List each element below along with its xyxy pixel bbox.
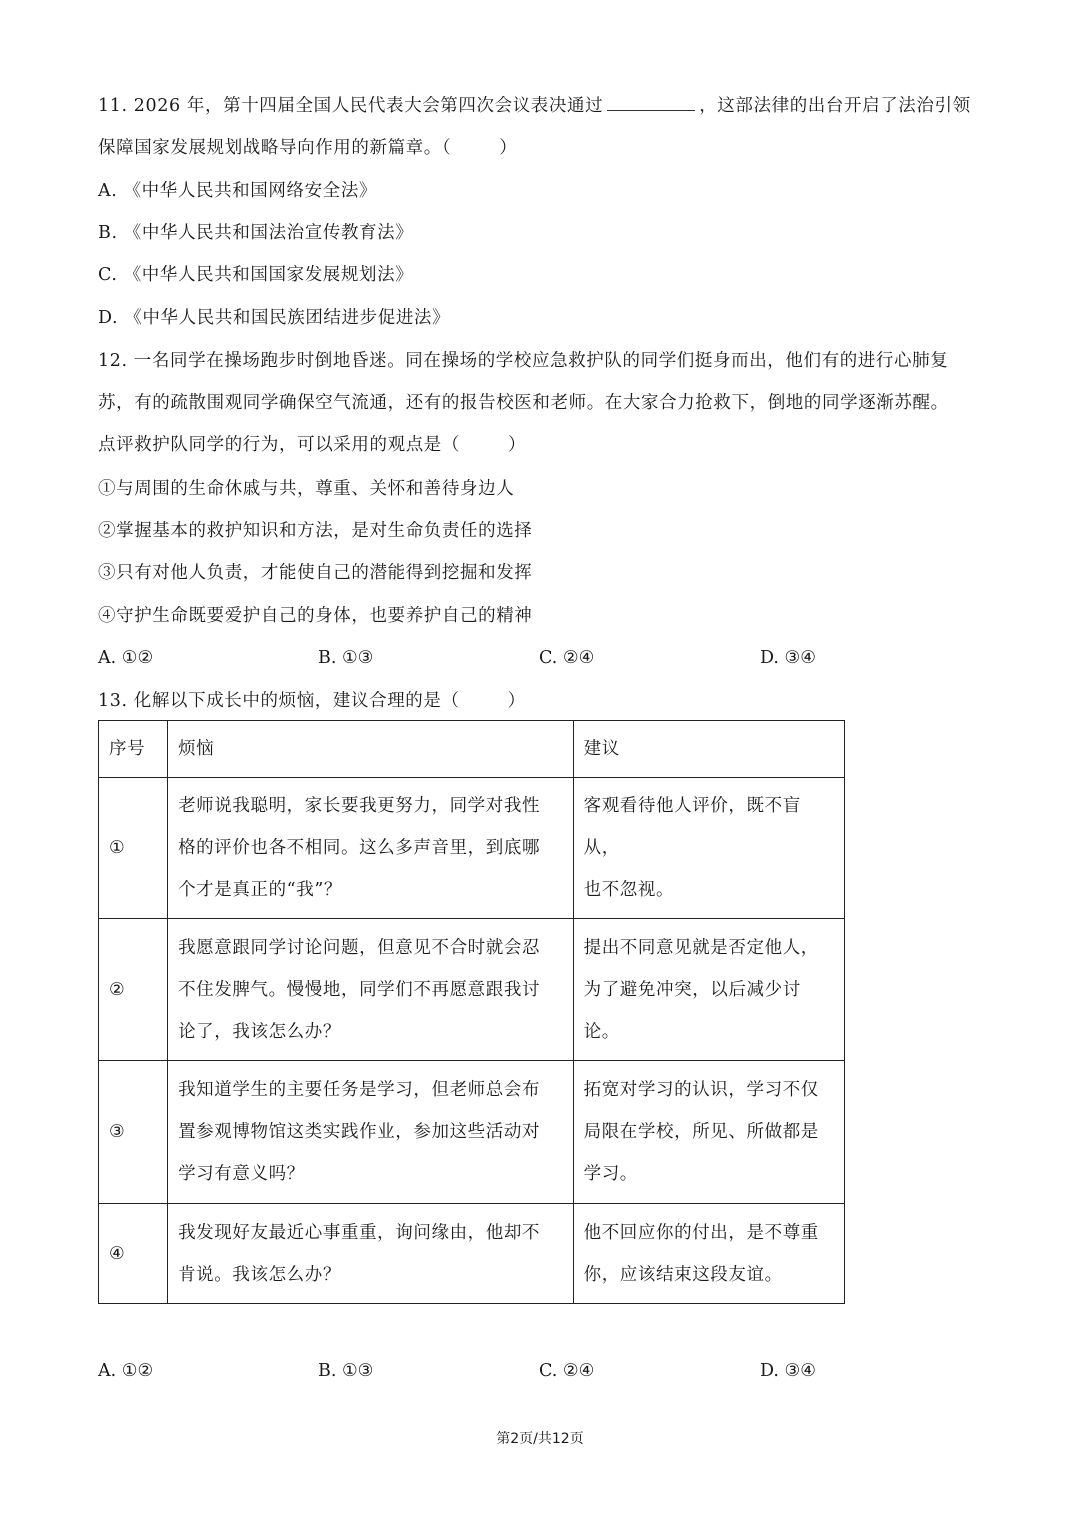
q12-statement-3: ③只有对他人负责，才能使自己的潜能得到挖掘和发挥 (98, 563, 533, 583)
table-header-row (99, 721, 845, 778)
table-row (99, 778, 845, 919)
advice-line: 也不忽视。 (583, 880, 675, 900)
advice-line: 客观看待他人评价，既不盲从， (583, 796, 801, 858)
q11-option-c: C. 《中华人民共和国国家发展规划法》 (98, 265, 414, 285)
table-row (99, 1204, 845, 1304)
worry-line: 学习有意义吗？ (178, 1164, 305, 1184)
q11-paren-close: ） (499, 138, 518, 158)
q12-option-b: B. ①③ (318, 648, 374, 668)
advice-line: 为了避免冲突，以后减少讨论。 (583, 979, 801, 1042)
q11-option-a: A. 《中华人民共和国网络安全法》 (98, 181, 377, 201)
q13-option-b: B. ①③ (318, 1361, 374, 1381)
table-row (99, 919, 845, 1061)
worry-line: 论了，我该怎么办？ (178, 1021, 341, 1042)
q12-statement-2: ②掌握基本的救护知识和方法，是对生命负责任的选择 (98, 521, 533, 541)
q11-option-b: B. 《中华人民共和国法治宣传教育法》 (98, 223, 414, 243)
q12-option-a: A. ①② (98, 648, 154, 668)
header-number: 序号 (99, 721, 168, 778)
q12-option-d: D. ③④ (760, 648, 816, 668)
q12-paren-close: ） (508, 435, 527, 455)
row-advice (573, 919, 844, 1061)
table-row (99, 1061, 845, 1204)
advice-line: 提出不同意见就是否定他人， (583, 937, 819, 958)
worry-line: 置参观博物馆这类实践作业，参加这些活动对 (178, 1122, 541, 1142)
row-advice (573, 778, 844, 919)
worry-line: 格的评价也各不相同。这么多声音里，到底哪 (178, 838, 541, 858)
page-footer: 第2页/共12页 (496, 1431, 584, 1447)
worry-line: 我愿意跟同学讨论问题，但意见不合时就会忍 (178, 937, 541, 958)
header-advice: 建议 (573, 721, 844, 778)
q12-stem-line-2: 苏，有的疏散围观同学确保空气流通，还有的报告校医和老师。在大家合力抢救下，倒地的同学逐渐苏醒。 (98, 393, 949, 413)
worry-line: 个才是真正的“我”？ (178, 880, 342, 900)
q11-stem-part-b: ，这部法律的出台开启了法治引领 (699, 96, 971, 116)
header-worry: 烦恼 (168, 721, 574, 778)
row-number: ② (99, 919, 168, 1061)
q11-stem-part-a: 11. 2026 年，第十四届全国人民代表大会第四次会议表决通过 (98, 96, 604, 116)
q11-stem-text: 保障国家发展规划战略导向作用的新篇章。（ (98, 138, 452, 158)
q12-statement-4: ④守护生命既要爱护自己的身体，也要养护自己的精神 (98, 606, 533, 626)
worry-line: 不住发脾气。慢慢地，同学们不再愿意跟我讨 (178, 979, 541, 1000)
q12-stem-text: 点评救护队同学的行为，可以采用的观点是（ (98, 435, 460, 455)
advice-line: 他不回应你的付出，是不尊重 (583, 1222, 819, 1243)
q13-paren-close: ） (507, 691, 526, 711)
row-number: ④ (99, 1204, 168, 1304)
worry-line: 我发现好友最近心事重重，询问缘由，他却不 (178, 1222, 541, 1243)
worry-line: 我知道学生的主要任务是学习，但老师总会布 (178, 1080, 541, 1100)
q12-option-c: C. ②④ (539, 648, 595, 668)
row-worry (168, 1061, 574, 1204)
q13-table (98, 720, 845, 1304)
worry-line: 肯说。我该怎么办？ (178, 1264, 341, 1285)
q12-statement-1: ①与周围的生命休戚与共，尊重、关怀和善待身边人 (98, 479, 515, 499)
row-worry (168, 919, 574, 1061)
advice-line: 拓宽对学习的认识，学习不仅 (583, 1080, 819, 1100)
q13-option-d: D. ③④ (760, 1361, 816, 1381)
row-number: ③ (99, 1061, 168, 1204)
q11-stem-line-2 (98, 136, 517, 160)
row-worry (168, 778, 574, 919)
q12-stem-line-3 (98, 433, 526, 457)
q13-option-a: A. ①② (98, 1361, 154, 1381)
q13-stem-text: 13. 化解以下成长中的烦恼，建议合理的是（ (98, 691, 460, 711)
q13-option-c: C. ②④ (539, 1361, 595, 1381)
row-advice (573, 1061, 844, 1204)
q11-stem-line-1 (98, 94, 971, 118)
q11-option-d: D. 《中华人民共和国民族团结进步促进法》 (98, 308, 451, 328)
advice-line: 你，应该结束这段友谊。 (583, 1264, 783, 1285)
row-worry (168, 1204, 574, 1304)
q13-stem (98, 689, 526, 713)
row-advice (573, 1204, 844, 1304)
row-number: ① (99, 778, 168, 919)
q12-stem-line-1: 12. 一名同学在操场跑步时倒地昏迷。同在操场的学校应急救护队的同学们挺身而出，他们有的进行心肺复 (98, 351, 949, 371)
q11-answer-blank (607, 94, 695, 111)
advice-line: 学习。 (583, 1164, 638, 1184)
worry-line: 老师说我聪明，家长要我更努力，同学对我性 (178, 796, 541, 816)
advice-line: 局限在学校，所见、所做都是 (583, 1122, 819, 1142)
